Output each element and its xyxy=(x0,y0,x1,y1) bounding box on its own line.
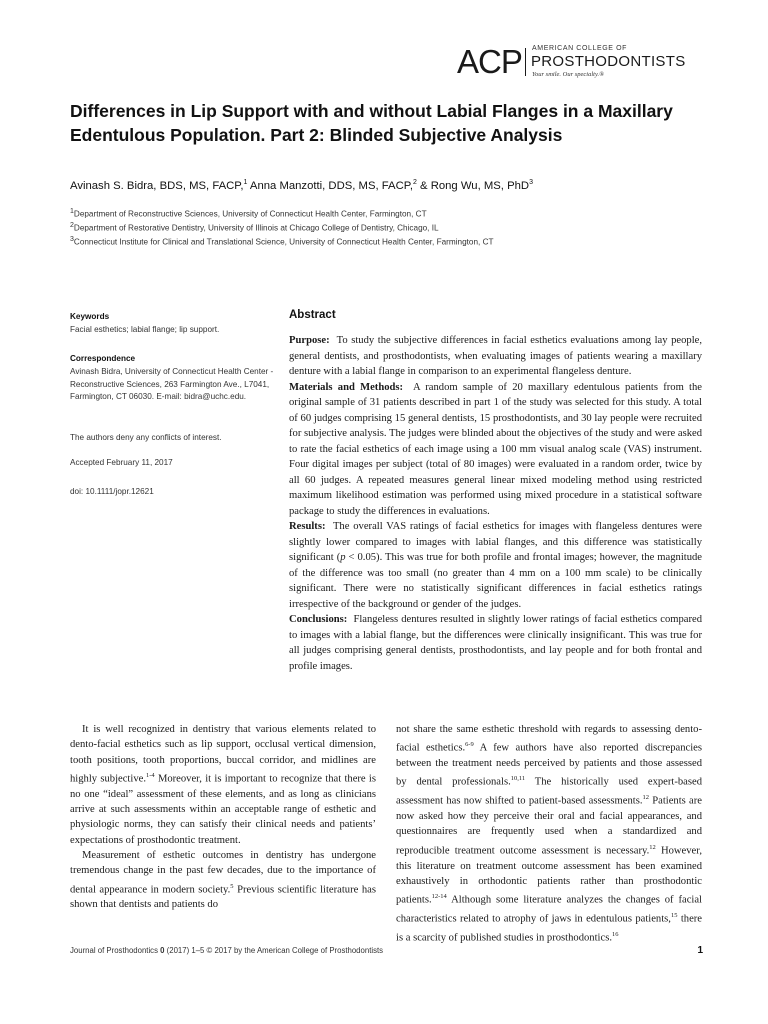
author-3: & Rong Wu, MS, PhD xyxy=(416,179,530,192)
logo-line1: AMERICAN COLLEGE OF xyxy=(532,45,628,52)
journal-volume: 0 xyxy=(160,946,165,955)
correspondence-label: Correspondence xyxy=(70,354,136,363)
affiliation-1: $^1$Department of Reconstructive Sciences, University of Connecticut Health Center, Farmington, CT xyxy=(70,208,427,219)
conflicts-statement: The authors deny any conflicts of interest. xyxy=(70,433,222,442)
journal-name: Journal of Prosthodontics xyxy=(70,946,158,955)
author-3-affil: 3 xyxy=(529,179,533,186)
body-paragraph-2: Measurement of esthetic outcomes in dentistry has undergone tremendous change in the past few decades, due to the importance of dental appearance in modern society.$^5$ Previous scientific literature has shown that dentists and patients do xyxy=(70,849,376,911)
keywords-text: Facial esthetics; labial flange; lip support. xyxy=(70,325,220,334)
author-2-affil: 2 xyxy=(412,179,417,186)
author-1-affil: 1 xyxy=(243,179,248,186)
abstract-body xyxy=(289,333,702,674)
logo-tagline: Your smile. Our specialty.® xyxy=(532,71,605,78)
page-number: 1 xyxy=(697,945,703,956)
abstract-conclusions: Conclusions: Flangeless dentures resulted in slightly lower ratings of facial esthetics compared to images with a labial flange, but the differences were clinically insignificant. This was true for all judges comprising general dentists, prosthodontists, and lay people and for both frontal and profile images. xyxy=(289,614,703,672)
abstract-heading: Abstract xyxy=(289,309,336,321)
affiliation-2: $^2$Department of Restorative Dentistry, University of Illinois at Chicago College of Dentistry, Chicago, IL xyxy=(70,222,439,233)
author-list xyxy=(70,179,533,192)
body-paragraph-2-cont: not share the same esthetic threshold with regards to assessing dento-facial esthetics.$^{6-9}$ A few authors have also reported discrepancies between the treatment needs perceived by patients and those assessed by dental professionals.$^{10,11}$ The historically used expert-based assessment has now shifted to patient-based assessments.$^{12}$ Patients are now asked how they perceive their oral and facial appearances, and questionnaires are frequently used when a standardized and reproducible treatment outcome assessment is necessary.$^{12}$ However, this literature on treatment outcome assessment has been examined exhaustively in orthodontic patients rather than prosthodontic patients.$^{12-14}$ Although some literature analyzes the changes of facial characteristics related to atrophy of jaws in edentulous patients,$^{15}$ there is a scarcity of published studies in prosthodontics.$^{16}$ xyxy=(396,724,703,944)
affiliation-3: $^3$Connecticut Institute for Clinical and Translational Science, University of Connecticut Health Center, Farmington, CT xyxy=(70,236,494,247)
logo-acp-mark: ACP xyxy=(457,43,522,80)
author-2: Anna Manzotti, DDS, MS, FACP, xyxy=(247,179,413,192)
logo-line2: PROSTHODONTISTS xyxy=(531,53,686,70)
correspondence-text: Avinash Bidra, University of Connecticut Health Center - Reconstructive Sciences, 263 Farmington Ave., L7041, Farmington, CT 06030. E-mail: bidra@uchc.edu. xyxy=(70,367,274,401)
footer-copyright: (2017) 1–5 © 2017 by the American College of Prosthodontists xyxy=(164,946,384,955)
accepted-date: Accepted February 11, 2017 xyxy=(70,458,173,467)
author-1: Avinash S. Bidra, BDS, MS, FACP, xyxy=(70,179,244,192)
page-footer xyxy=(70,946,703,955)
doi: doi: 10.1111/jopr.12621 xyxy=(70,487,154,496)
logo-divider xyxy=(525,48,526,76)
body-paragraph-1: It is well recognized in dentistry that various elements related to dento-facial esthetics such as lip support, occlusal vertical dimension, tooth positions, tooth proportions, buccal corridor, and midlines are highly subjective.$^{1-4}$ Moreover, it is important to recognize that there is no one “ideal” assessment of these elements, and as long as clinicians arrive at such assessments within an acceptable range of esthetic and physiologic norms, they can satisfy their clinical needs and patients’ expectations of prosthodontic treatment. xyxy=(70,724,376,846)
abstract-purpose: Purpose: To study the subjective differences in facial esthetics evaluations among lay people, general dentists, and prosthodontists, when evaluating images of patients wearing a maxillary denture with a labial flange in comparison to an experimental flangeless denture. xyxy=(289,335,703,377)
acp-logo xyxy=(457,44,707,80)
body-column-left xyxy=(70,722,376,913)
paper-title: Differences in Lip Support with and without Labial Flanges in a Maxillary Edentulous Population. Part 2: Blinded Subjective Analysis xyxy=(70,101,673,145)
keywords-label: Keywords xyxy=(70,312,110,321)
body-column-right xyxy=(396,722,702,946)
abstract-methods: Materials and Methods: A random sample of 20 maxillary edentulous patients from the original sample of 31 patients described in part 1 of the study was selected for this study. A total of 60 judges comprising 15 general dentists, 15 prosthodontists, and 30 lay people were recruited for subjective analysis. The judges were blinded about the objectives of the study and were asked to rate the facial esthetics of each image using a 100 mm visual analog scale (VAS) instrument. Four digital images per subject (total of 80 images) were evaluated in a random order, twice by all 60 judges. A repeated measures general linear mixed modeling method using restricted maximum likelihood estimation was performed using mixed procedure in a statistical software package to study the differences in evaluations. xyxy=(289,381,702,517)
abstract-results: Results: The overall VAS ratings of facial esthetics for images with flangeless dentures were slightly lower compared to images with labial flanges, and this difference was statistically significant (p < 0.05). This was true for both profile and frontal images; however, the magnitude of the difference was too small (no greater than 4 mm on a 100 mm scale) to be clinically significant. There were no statistically significant differences in facial esthetics ratings irrespective of the background or gender of the judges. xyxy=(289,521,702,610)
